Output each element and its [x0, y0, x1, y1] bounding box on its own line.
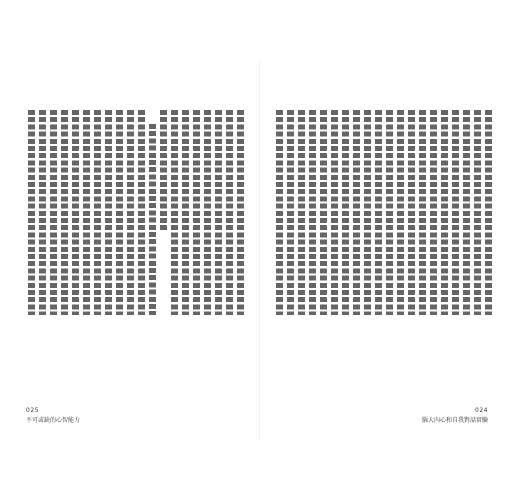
right-page-text-block [276, 110, 492, 315]
right-page-text-column [397, 110, 404, 315]
right-page-text-column [331, 110, 338, 315]
right-running-title: 腦大內心和自我對話實驗 [421, 417, 488, 424]
right-page-text-column [298, 110, 305, 315]
right-page-text-column [287, 110, 294, 315]
left-page-text-column [182, 110, 189, 315]
right-page-text-column [485, 110, 492, 315]
right-page-text-column [463, 110, 470, 315]
left-page-text-column [149, 124, 156, 315]
right-page-number: 024 [475, 407, 488, 414]
left-page-text-column [171, 110, 178, 315]
right-page-text-column [342, 110, 349, 315]
left-page-text-column [193, 110, 200, 315]
right-page-text-column [364, 110, 371, 315]
left-page-text-column [204, 110, 211, 315]
left-page-text-column [28, 110, 35, 315]
right-page-text-column [408, 110, 415, 315]
left-page-text-block [26, 110, 244, 315]
left-page-text-column [226, 110, 233, 315]
right-page-text-column [430, 110, 437, 315]
left-page-text-column [83, 110, 90, 315]
left-page-text-column [127, 110, 134, 315]
right-page-text-column [309, 110, 316, 315]
left-page-text-column [61, 110, 68, 315]
right-page-text-column [441, 110, 448, 315]
left-page-text-column [138, 110, 145, 315]
right-page-text-column [375, 110, 382, 315]
left-page-text-column [50, 110, 57, 315]
right-page-text-column [353, 110, 360, 315]
left-page-text-column [94, 110, 101, 315]
left-page-text-column [39, 110, 46, 315]
right-page-text-column [276, 110, 283, 315]
left-running-title: 不可或缺的心智能力 [26, 417, 81, 424]
left-page-number: 025 [26, 407, 39, 414]
left-page-text-column [160, 110, 167, 230]
right-page-text-column [419, 110, 426, 315]
left-page-text-column [237, 110, 244, 315]
left-page-text-column [116, 110, 123, 315]
left-page-text-column [105, 110, 112, 315]
right-page-text-column [474, 110, 481, 315]
right-page-text-column [320, 110, 327, 315]
right-page [260, 0, 520, 500]
right-page-text-column [386, 110, 393, 315]
left-page-text-column [215, 110, 222, 315]
left-page-text-column [72, 110, 79, 315]
right-page-text-column [452, 110, 459, 315]
